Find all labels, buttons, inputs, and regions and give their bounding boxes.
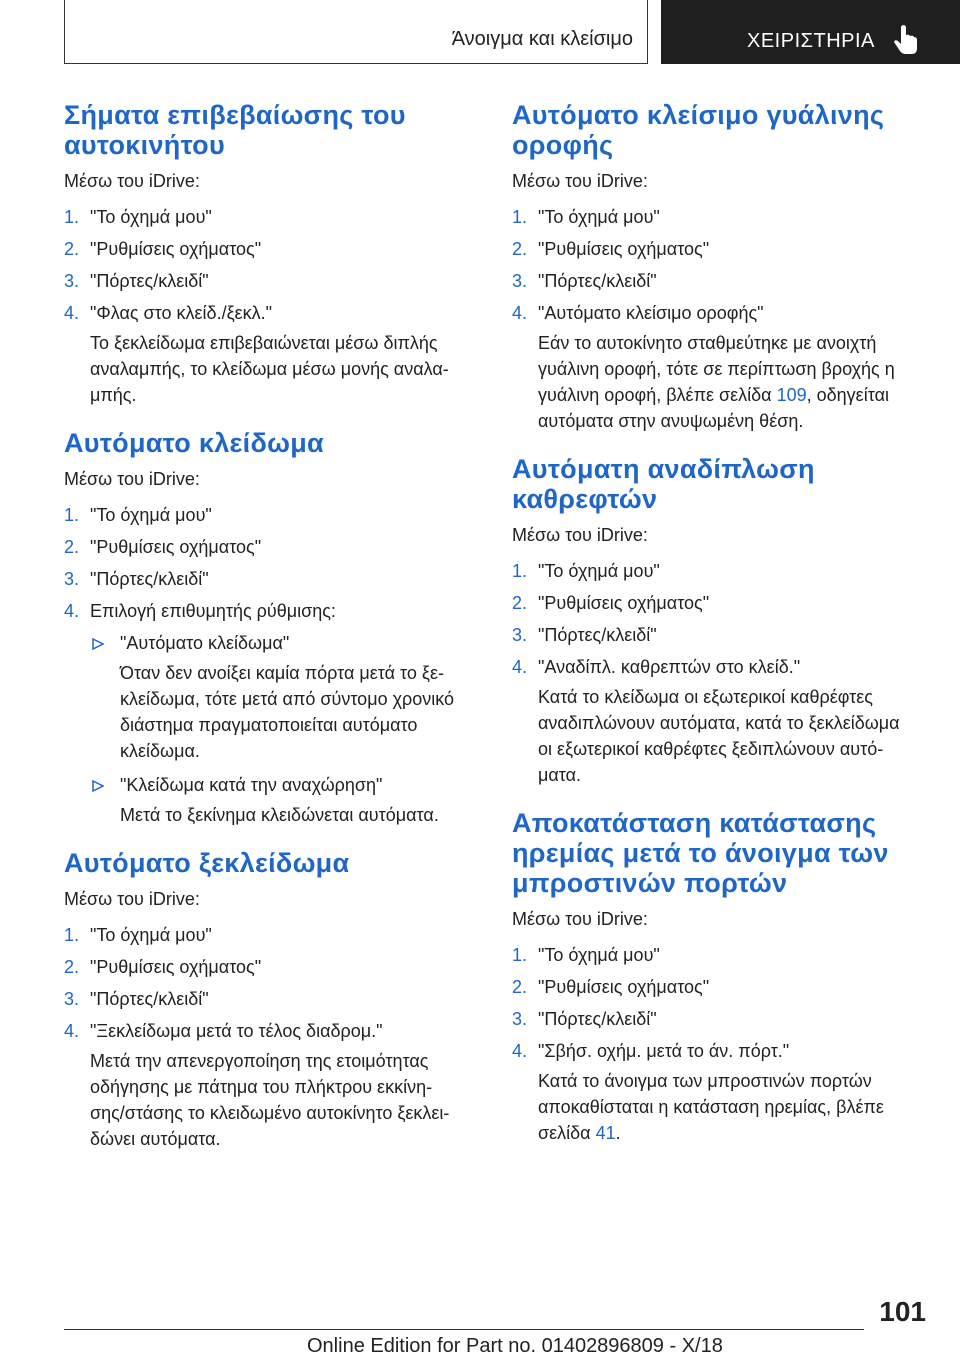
section-heading: Αποκατάσταση κατάστασης ηρεμίας μετά το άνοιγμα των μπροστινών πορτών — [512, 808, 889, 898]
section-heading: Αυτόματη αναδίπλωση καθρεφτών — [512, 454, 815, 514]
intro-text: Μέσω του iDrive: — [64, 469, 200, 489]
page-number: 101 — [879, 1296, 926, 1327]
steps-list — [64, 204, 484, 408]
list-item: 4. "Αναδίπλ. καθρεπτών στο κλείδ." Κατά το κλείδωμα οι εξωτερικοί καθρέφτες αναδιπλώνουν αυτόματα, κατά το ξεκλείδωμα οι εξωτερικοί καθρέφτες ξεδιπλώνουν αυτό- ματα. — [512, 654, 932, 788]
list-item: 3. "Πόρτες/κλειδί" — [64, 271, 209, 291]
list-item: 2. "Ρυθμίσεις οχήματος" — [512, 593, 710, 613]
list-item: 2. "Ρυθμίσεις οχήματος" — [64, 239, 262, 259]
option-item: "Κλείδωμα κατά την αναχώρηση" Μετά το ξεκίνημα κλειδώνεται αυτόματα. — [90, 772, 484, 828]
left-column — [64, 100, 484, 1172]
list-item: 4. "Φλας στο κλείδ./ξεκλ." Το ξεκλείδωμα επιβεβαιώνεται μέσω διπλής αναλαμπής, το κλείδωμα μέσω μονής αναλα- μπής. — [64, 300, 484, 408]
section-heading: Αυτόματο κλείσιμο γυάλινης οροφής — [512, 100, 885, 160]
page-link[interactable]: 109 — [776, 385, 807, 405]
hand-pointer-icon — [892, 24, 920, 56]
footer-edition: Online Edition for Part no. 01402896809 - X/18 — [307, 1335, 723, 1357]
list-item: 4. "Σβήσ. οχήμ. μετά το άν. πόρτ." Κατά το άνοιγμα των μπροστινών πορτών αποκαθίσταται η κατάσταση ηρεμίας, βλέπε σελίδα 41. — [512, 1038, 932, 1146]
options-list — [90, 630, 484, 828]
chapter-tab-label: ΧΕΙΡΙΣΤΗΡΙΑ — [747, 30, 875, 52]
intro-text: Μέσω του iDrive: — [512, 525, 648, 545]
step-description: Μετά την απενεργοποίηση της ετοιμότητας οδήγησης με πάτημα του πλήκτρου εκκίνη- σης/στάσης το κλειδωμένο αυτοκίνητο ξεκλει- δώνει αυτόματα. — [90, 1051, 450, 1149]
list-item: 2. "Ρυθμίσεις οχήματος" — [64, 537, 262, 557]
steps-list — [512, 942, 932, 1146]
list-item: 4. Επιλογή επιθυμητής ρύθμισης: "Αυτόματο κλείδωμα" Όταν δεν ανοίξει καμία πόρτα μετά το ξε- κλείδωμα, τότε μετά από σύντομο χρονικό διάστημα πραγματοποιείται αυτόματο κλείδωμα. "Κλείδωμα κατά την αναχώρηση" Μετά το ξεκίνημα κλειδώνεται αυτόματα. — [64, 598, 484, 828]
section-heading: Αυτόματο κλείδωμα — [64, 428, 324, 458]
list-item: 3. "Πόρτες/κλειδί" — [512, 1009, 657, 1029]
page-link[interactable]: 41 — [595, 1123, 616, 1143]
intro-text: Μέσω του iDrive: — [64, 171, 200, 191]
list-item: 3. "Πόρτες/κλειδί" — [512, 271, 657, 291]
list-item: 4. "Αυτόματο κλείσιμο οροφής" Εάν το αυτοκίνητο σταθμεύτηκε με ανοιχτή γυάλινη οροφή, τότε σε περίπτωση βροχής η γυάλινη οροφή, βλέπε σελίδα 109, οδηγείται αυτόματα στην ανυψωμένη θέση. — [512, 300, 932, 434]
footer-divider — [64, 1329, 864, 1330]
list-item: 4. "Ξεκλείδωμα μετά το τέλος διαδρομ." Μετά την απενεργοποίηση της ετοιμότητας οδήγησης με πάτημα του πλήκτρου εκκίνη- σης/στάσης το κλειδωμένο αυτοκίνητο ξεκλει- δώνει αυτόματα. — [64, 1018, 484, 1152]
step-description: Εάν το αυτοκίνητο σταθμεύτηκε με ανοιχτή γυάλινη οροφή, τότε σε περίπτωση βροχής η γυάλινη οροφή, βλέπε σελίδα 109, οδηγείται αυτόματα στην ανυψωμένη θέση. — [538, 333, 895, 431]
steps-list — [512, 558, 932, 788]
list-item: 1. "Το όχημά μου" — [64, 925, 212, 945]
option-description: Όταν δεν ανοίξει καμία πόρτα μετά το ξε- κλείδωμα, τότε μετά από σύντομο χρονικό διάστημα πραγματοποιείται αυτόματο κλείδωμα. — [120, 663, 455, 761]
list-item: 1. "Το όχημά μου" — [512, 207, 660, 227]
section-confirmation-signals — [64, 100, 484, 408]
intro-text: Μέσω του iDrive: — [512, 171, 648, 191]
section-auto-unlock — [64, 848, 484, 1152]
option-description: Μετά το ξεκίνημα κλειδώνεται αυτόματα. — [120, 805, 439, 825]
list-item: 3. "Πόρτες/κλειδί" — [512, 625, 657, 645]
step-description: Κατά το άνοιγμα των μπροστινών πορτών αποκαθίσταται η κατάσταση ηρεμίας, βλέπε σελίδα 41. — [538, 1071, 884, 1143]
section-title: Άνοιγμα και κλείσιμο — [451, 28, 633, 50]
header-frame — [64, 0, 648, 64]
list-item: 1. "Το όχημά μου" — [512, 561, 660, 581]
section-standby-restore — [512, 808, 932, 1146]
list-item: 2. "Ρυθμίσεις οχήματος" — [512, 977, 710, 997]
step-description: Το ξεκλείδωμα επιβεβαιώνεται μέσω διπλής αναλαμπής, το κλείδωμα μέσω μονής αναλα- μπής. — [90, 333, 449, 405]
steps-list — [512, 204, 932, 434]
triangle-bullet-icon — [92, 780, 104, 792]
list-item: 2. "Ρυθμίσεις οχήματος" — [64, 957, 262, 977]
intro-text: Μέσω του iDrive: — [64, 889, 200, 909]
section-auto-lock — [64, 428, 484, 828]
section-heading: Σήματα επιβεβαίωσης του αυτοκινήτου — [64, 100, 406, 160]
list-item: 1. "Το όχημά μου" — [64, 505, 212, 525]
triangle-bullet-icon — [92, 638, 104, 650]
section-auto-mirror-fold — [512, 454, 932, 788]
section-heading: Αυτόματο ξεκλείδωμα — [64, 848, 350, 878]
list-item: 2. "Ρυθμίσεις οχήματος" — [512, 239, 710, 259]
steps-list — [64, 502, 484, 828]
list-item: 1. "Το όχημά μου" — [64, 207, 212, 227]
list-item: 1. "Το όχημά μου" — [512, 945, 660, 965]
list-item: 3. "Πόρτες/κλειδί" — [64, 989, 209, 1009]
chapter-tab[interactable] — [661, 0, 960, 64]
step-description: Κατά το κλείδωμα οι εξωτερικοί καθρέφτες αναδιπλώνουν αυτόματα, κατά το ξεκλείδωμα οι εξωτερικοί καθρέφτες ξεδιπλώνουν αυτό- ματα. — [538, 687, 900, 785]
option-item: "Αυτόματο κλείδωμα" Όταν δεν ανοίξει καμία πόρτα μετά το ξε- κλείδωμα, τότε μετά από σύντομο χρονικό διάστημα πραγματοποιείται αυτόματο κλείδωμα. — [90, 630, 484, 764]
list-item: 3. "Πόρτες/κλειδί" — [64, 569, 209, 589]
right-column — [512, 100, 932, 1166]
steps-list — [64, 922, 484, 1152]
intro-text: Μέσω του iDrive: — [512, 909, 648, 929]
section-auto-roof-close — [512, 100, 932, 434]
